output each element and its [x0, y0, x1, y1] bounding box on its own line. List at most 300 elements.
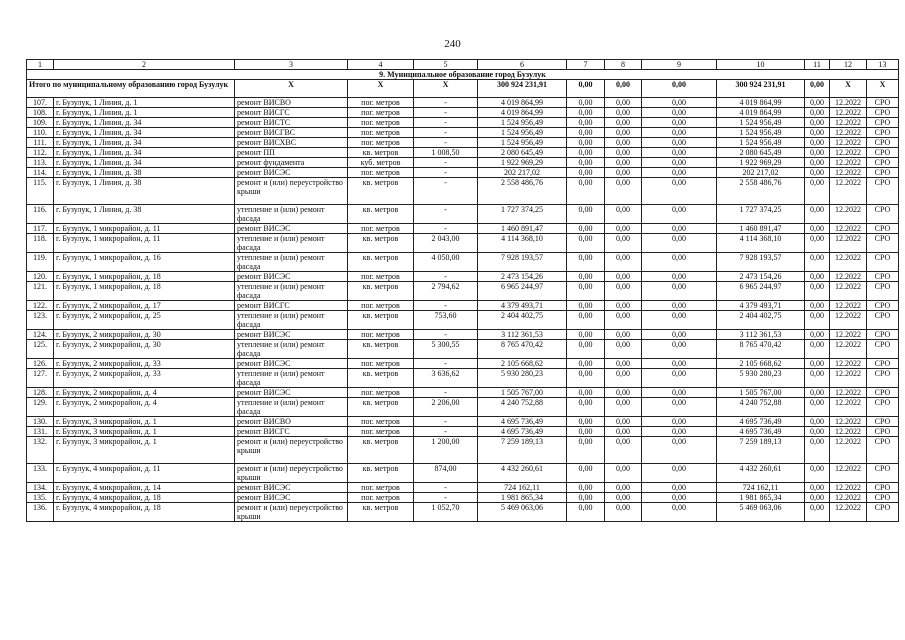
total-cell: 4 695 736,49	[717, 417, 805, 427]
deadline-cell: 12.2022	[830, 388, 867, 398]
unit-cell: кв. метров	[348, 253, 414, 272]
table-row	[27, 118, 899, 128]
deadline-cell: 12.2022	[830, 128, 867, 138]
source-cell: СРО	[867, 158, 899, 168]
owner-funds-cell: 0,00	[805, 503, 830, 522]
total-cell: 8 765 470,42	[717, 340, 805, 359]
work-type-cell: утепление и (или) ремонт фасада	[235, 398, 348, 417]
deadline-cell: 12.2022	[830, 301, 867, 311]
deadline-cell: 12.2022	[830, 437, 867, 464]
fund-local-cell: 0,00	[642, 148, 717, 158]
fund-regional-cell: 0,00	[605, 388, 642, 398]
cost-cell: 2 473 154,26	[478, 272, 567, 282]
total-c3: X	[235, 80, 348, 98]
fund-local-cell: 0,00	[642, 427, 717, 437]
work-type-cell: ремонт ПП	[235, 148, 348, 158]
fund-regional-cell: 0,00	[605, 437, 642, 464]
deadline-cell: 12.2022	[830, 224, 867, 234]
deadline-cell: 12.2022	[830, 178, 867, 205]
total-cell: 3 112 361,53	[717, 330, 805, 340]
row-number: 117.	[27, 224, 54, 234]
cost-cell: 2 404 402,75	[478, 311, 567, 330]
quantity-cell: -	[414, 330, 478, 340]
unit-cell: пог. метров	[348, 388, 414, 398]
fund-local-cell: 0,00	[642, 388, 717, 398]
column-number: 13	[867, 60, 899, 70]
deadline-cell: 12.2022	[830, 417, 867, 427]
column-number: 3	[235, 60, 348, 70]
total-cell: 5 469 063,06	[717, 503, 805, 522]
fund-regional-cell: 0,00	[605, 205, 642, 224]
owner-funds-cell: 0,00	[805, 118, 830, 128]
table-row	[27, 398, 899, 417]
table-row	[27, 301, 899, 311]
table-row	[27, 369, 899, 388]
row-number: 136.	[27, 503, 54, 522]
table-row	[27, 330, 899, 340]
quantity-cell: -	[414, 178, 478, 205]
total-cell: 6 965 244,97	[717, 282, 805, 301]
fund-local-cell: 0,00	[642, 311, 717, 330]
fund-federal-cell: 0,00	[567, 493, 605, 503]
total-cell: 724 162,11	[717, 483, 805, 493]
address-cell: г. Бузулук, 1 микрорайон, д. 18	[54, 282, 235, 301]
total-c12: X	[830, 80, 867, 98]
address-cell: г. Бузулук, 4 микрорайон, д. 14	[54, 483, 235, 493]
work-type-cell: ремонт ВИСГС	[235, 427, 348, 437]
deadline-cell: 12.2022	[830, 369, 867, 388]
fund-regional-cell: 0,00	[605, 138, 642, 148]
row-number: 123.	[27, 311, 54, 330]
deadline-cell: 12.2022	[830, 359, 867, 369]
unit-cell: кв. метров	[348, 340, 414, 359]
work-type-cell: ремонт ВИСЭС	[235, 388, 348, 398]
quantity-cell: -	[414, 118, 478, 128]
column-number-row	[27, 60, 899, 70]
work-type-cell: ремонт ВИСЭС	[235, 272, 348, 282]
total-c4: X	[348, 80, 414, 98]
cost-cell: 5 930 280,23	[478, 369, 567, 388]
unit-cell: кв. метров	[348, 311, 414, 330]
work-type-cell: ремонт ВИСВО	[235, 98, 348, 108]
address-cell: г. Бузулук, 2 микрорайон, д. 4	[54, 398, 235, 417]
table-row	[27, 108, 899, 118]
fund-federal-cell: 0,00	[567, 108, 605, 118]
quantity-cell: 2 206,00	[414, 398, 478, 417]
work-type-cell: утепление и (или) ремонт фасада	[235, 369, 348, 388]
address-cell: г. Бузулук, 2 микрорайон, д. 33	[54, 369, 235, 388]
deadline-cell: 12.2022	[830, 483, 867, 493]
fund-local-cell: 0,00	[642, 168, 717, 178]
unit-cell: кв. метров	[348, 205, 414, 224]
cost-cell: 4 695 736,49	[478, 417, 567, 427]
owner-funds-cell: 0,00	[805, 427, 830, 437]
row-number: 135.	[27, 493, 54, 503]
address-cell: г. Бузулук, 1 микрорайон, д. 11	[54, 234, 235, 253]
source-cell: СРО	[867, 369, 899, 388]
work-type-cell: ремонт и (или) переустройство крыши	[235, 437, 348, 464]
owner-funds-cell: 0,00	[805, 282, 830, 301]
unit-cell: пог. метров	[348, 98, 414, 108]
deadline-cell: 12.2022	[830, 118, 867, 128]
cost-cell: 5 469 063,06	[478, 503, 567, 522]
fund-local-cell: 0,00	[642, 301, 717, 311]
table-row	[27, 493, 899, 503]
fund-local-cell: 0,00	[642, 98, 717, 108]
address-cell: г. Бузулук, 2 микрорайон, д. 30	[54, 330, 235, 340]
quantity-cell: -	[414, 108, 478, 118]
address-cell: г. Бузулук, 1 Линия, д. 34	[54, 138, 235, 148]
address-cell: г. Бузулук, 3 микрорайон, д. 1	[54, 427, 235, 437]
total-cell: 4 432 260,61	[717, 464, 805, 483]
deadline-cell: 12.2022	[830, 205, 867, 224]
unit-cell: пог. метров	[348, 224, 414, 234]
work-type-cell: утепление и (или) ремонт фасада	[235, 234, 348, 253]
source-cell: СРО	[867, 398, 899, 417]
deadline-cell: 12.2022	[830, 98, 867, 108]
unit-cell: пог. метров	[348, 301, 414, 311]
total-cell: 5 930 280,23	[717, 369, 805, 388]
cost-cell: 724 162,11	[478, 483, 567, 493]
total-cell: 2 080 645,49	[717, 148, 805, 158]
address-cell: г. Бузулук, 1 Линия, д. 34	[54, 118, 235, 128]
address-cell: г. Бузулук, 2 микрорайон, д. 25	[54, 311, 235, 330]
cost-cell: 1 524 956,49	[478, 138, 567, 148]
deadline-cell: 12.2022	[830, 330, 867, 340]
quantity-cell: -	[414, 493, 478, 503]
work-type-cell: ремонт ВИСЭС	[235, 330, 348, 340]
deadline-cell: 12.2022	[830, 272, 867, 282]
unit-cell: пог. метров	[348, 330, 414, 340]
fund-local-cell: 0,00	[642, 234, 717, 253]
source-cell: СРО	[867, 301, 899, 311]
fund-federal-cell: 0,00	[567, 483, 605, 493]
row-number: 116.	[27, 205, 54, 224]
total-label: Итого по муниципальному образованию город Бузулук	[27, 80, 235, 98]
total-cell: 4 019 864,99	[717, 108, 805, 118]
total-c7: 0,00	[567, 80, 605, 98]
table-row	[27, 168, 899, 178]
fund-federal-cell: 0,00	[567, 282, 605, 301]
owner-funds-cell: 0,00	[805, 359, 830, 369]
cost-cell: 3 112 361,53	[478, 330, 567, 340]
quantity-cell: 753,60	[414, 311, 478, 330]
source-cell: СРО	[867, 340, 899, 359]
table-row	[27, 282, 899, 301]
table-row	[27, 311, 899, 330]
fund-regional-cell: 0,00	[605, 311, 642, 330]
column-number: 2	[54, 60, 235, 70]
source-cell: СРО	[867, 417, 899, 427]
unit-cell: кв. метров	[348, 369, 414, 388]
total-cell: 1 505 767,00	[717, 388, 805, 398]
owner-funds-cell: 0,00	[805, 311, 830, 330]
unit-cell: пог. метров	[348, 128, 414, 138]
total-cell: 4 114 368,10	[717, 234, 805, 253]
quantity-cell: -	[414, 272, 478, 282]
source-cell: СРО	[867, 272, 899, 282]
total-cell: 4 019 864,99	[717, 98, 805, 108]
fund-local-cell: 0,00	[642, 224, 717, 234]
row-number: 114.	[27, 168, 54, 178]
quantity-cell: -	[414, 224, 478, 234]
fund-regional-cell: 0,00	[605, 330, 642, 340]
address-cell: г. Бузулук, 1 Линия, д. 38	[54, 168, 235, 178]
unit-cell: кв. метров	[348, 398, 414, 417]
table-row	[27, 417, 899, 427]
deadline-cell: 12.2022	[830, 464, 867, 483]
source-cell: СРО	[867, 282, 899, 301]
quantity-cell: -	[414, 483, 478, 493]
unit-cell: кв. метров	[348, 148, 414, 158]
source-cell: СРО	[867, 178, 899, 205]
deadline-cell: 12.2022	[830, 158, 867, 168]
cost-cell: 1 981 865,34	[478, 493, 567, 503]
address-cell: г. Бузулук, 2 микрорайон, д. 4	[54, 388, 235, 398]
unit-cell: кв. метров	[348, 503, 414, 522]
deadline-cell: 12.2022	[830, 493, 867, 503]
owner-funds-cell: 0,00	[805, 108, 830, 118]
fund-federal-cell: 0,00	[567, 464, 605, 483]
unit-cell: пог. метров	[348, 417, 414, 427]
row-number: 125.	[27, 340, 54, 359]
work-type-cell: ремонт ВИСЭС	[235, 493, 348, 503]
work-type-cell: ремонт ВИСХВС	[235, 138, 348, 148]
row-number: 131.	[27, 427, 54, 437]
owner-funds-cell: 0,00	[805, 178, 830, 205]
fund-local-cell: 0,00	[642, 158, 717, 168]
fund-local-cell: 0,00	[642, 340, 717, 359]
owner-funds-cell: 0,00	[805, 253, 830, 272]
table-row	[27, 464, 899, 483]
fund-regional-cell: 0,00	[605, 369, 642, 388]
row-number: 121.	[27, 282, 54, 301]
work-type-cell: утепление и (или) ремонт фасада	[235, 282, 348, 301]
total-cell: 1 981 865,34	[717, 493, 805, 503]
owner-funds-cell: 0,00	[805, 148, 830, 158]
total-cell: 202 217,02	[717, 168, 805, 178]
owner-funds-cell: 0,00	[805, 330, 830, 340]
row-number: 133.	[27, 464, 54, 483]
address-cell: г. Бузулук, 1 Линия, д. 34	[54, 148, 235, 158]
row-number: 129.	[27, 398, 54, 417]
deadline-cell: 12.2022	[830, 398, 867, 417]
cost-cell: 1 727 374,25	[478, 205, 567, 224]
row-number: 124.	[27, 330, 54, 340]
work-type-cell: утепление и (или) ремонт фасада	[235, 340, 348, 359]
source-cell: СРО	[867, 98, 899, 108]
fund-local-cell: 0,00	[642, 483, 717, 493]
table-row	[27, 503, 899, 522]
source-cell: СРО	[867, 311, 899, 330]
total-cell: 4 240 752,88	[717, 398, 805, 417]
row-number: 132.	[27, 437, 54, 464]
address-cell: г. Бузулук, 1 Линия, д. 34	[54, 158, 235, 168]
owner-funds-cell: 0,00	[805, 340, 830, 359]
column-number: 9	[642, 60, 717, 70]
owner-funds-cell: 0,00	[805, 234, 830, 253]
deadline-cell: 12.2022	[830, 168, 867, 178]
fund-regional-cell: 0,00	[605, 128, 642, 138]
quantity-cell: -	[414, 158, 478, 168]
section-title: 9. Муниципальное образование город Бузулук	[27, 70, 899, 80]
cost-cell: 2 080 645,49	[478, 148, 567, 158]
table-row	[27, 437, 899, 464]
work-type-cell: ремонт и (или) переустройство крыши	[235, 503, 348, 522]
fund-regional-cell: 0,00	[605, 427, 642, 437]
cost-cell: 7 928 193,57	[478, 253, 567, 272]
unit-cell: пог. метров	[348, 108, 414, 118]
source-cell: СРО	[867, 234, 899, 253]
owner-funds-cell: 0,00	[805, 224, 830, 234]
fund-federal-cell: 0,00	[567, 369, 605, 388]
cost-cell: 2 105 668,62	[478, 359, 567, 369]
cost-cell: 4 019 864,99	[478, 108, 567, 118]
row-number: 122.	[27, 301, 54, 311]
fund-regional-cell: 0,00	[605, 359, 642, 369]
cost-cell: 1 922 969,29	[478, 158, 567, 168]
table-row	[27, 340, 899, 359]
quantity-cell: -	[414, 359, 478, 369]
column-number: 1	[27, 60, 54, 70]
cost-cell: 4 019 864,99	[478, 98, 567, 108]
work-type-cell: ремонт ВИСЭС	[235, 224, 348, 234]
source-cell: СРО	[867, 138, 899, 148]
cost-cell: 6 965 244,97	[478, 282, 567, 301]
owner-funds-cell: 0,00	[805, 417, 830, 427]
unit-cell: куб. метров	[348, 158, 414, 168]
cost-cell: 4 432 260,61	[478, 464, 567, 483]
quantity-cell: -	[414, 168, 478, 178]
address-cell: г. Бузулук, 1 микрорайон, д. 18	[54, 272, 235, 282]
column-number: 7	[567, 60, 605, 70]
quantity-cell: 3 636,62	[414, 369, 478, 388]
unit-cell: пог. метров	[348, 118, 414, 128]
fund-local-cell: 0,00	[642, 369, 717, 388]
address-cell: г. Бузулук, 1 Линия, д. 1	[54, 108, 235, 118]
total-cell: 1 524 956,49	[717, 118, 805, 128]
row-number: 108.	[27, 108, 54, 118]
deadline-cell: 12.2022	[830, 340, 867, 359]
total-cell: 1 922 969,29	[717, 158, 805, 168]
fund-local-cell: 0,00	[642, 493, 717, 503]
deadline-cell: 12.2022	[830, 108, 867, 118]
fund-local-cell: 0,00	[642, 464, 717, 483]
cost-cell: 202 217,02	[478, 168, 567, 178]
fund-federal-cell: 0,00	[567, 427, 605, 437]
owner-funds-cell: 0,00	[805, 398, 830, 417]
source-cell: СРО	[867, 168, 899, 178]
quantity-cell: 874,00	[414, 464, 478, 483]
fund-local-cell: 0,00	[642, 417, 717, 427]
table-row	[27, 178, 899, 205]
quantity-cell: 1 052,70	[414, 503, 478, 522]
total-c5: X	[414, 80, 478, 98]
table-row	[27, 138, 899, 148]
source-cell: СРО	[867, 483, 899, 493]
fund-regional-cell: 0,00	[605, 158, 642, 168]
column-number: 8	[605, 60, 642, 70]
source-cell: СРО	[867, 330, 899, 340]
address-cell: г. Бузулук, 1 Линия, д. 38	[54, 178, 235, 205]
quantity-cell: 1 008,50	[414, 148, 478, 158]
column-number: 4	[348, 60, 414, 70]
fund-local-cell: 0,00	[642, 330, 717, 340]
source-cell: СРО	[867, 437, 899, 464]
address-cell: г. Бузулук, 3 микрорайон, д. 1	[54, 417, 235, 427]
work-type-cell: ремонт и (или) переустройство крыши	[235, 178, 348, 205]
fund-regional-cell: 0,00	[605, 234, 642, 253]
owner-funds-cell: 0,00	[805, 437, 830, 464]
deadline-cell: 12.2022	[830, 311, 867, 330]
source-cell: СРО	[867, 224, 899, 234]
quantity-cell: -	[414, 205, 478, 224]
cost-cell: 1 524 956,49	[478, 128, 567, 138]
source-cell: СРО	[867, 493, 899, 503]
fund-federal-cell: 0,00	[567, 388, 605, 398]
fund-local-cell: 0,00	[642, 253, 717, 272]
owner-funds-cell: 0,00	[805, 483, 830, 493]
table-row	[27, 205, 899, 224]
row-number: 119.	[27, 253, 54, 272]
total-sum: 300 924 231,91	[717, 80, 805, 98]
fund-local-cell: 0,00	[642, 282, 717, 301]
fund-federal-cell: 0,00	[567, 253, 605, 272]
work-type-cell: ремонт ВИСТС	[235, 118, 348, 128]
total-c8: 0,00	[605, 80, 642, 98]
deadline-cell: 12.2022	[830, 138, 867, 148]
fund-regional-cell: 0,00	[605, 253, 642, 272]
row-number: 112.	[27, 148, 54, 158]
row-number: 128.	[27, 388, 54, 398]
work-type-cell: утепление и (или) ремонт фасада	[235, 311, 348, 330]
owner-funds-cell: 0,00	[805, 128, 830, 138]
unit-cell: кв. метров	[348, 234, 414, 253]
address-cell: г. Бузулук, 2 микрорайон, д. 33	[54, 359, 235, 369]
fund-regional-cell: 0,00	[605, 108, 642, 118]
row-number: 120.	[27, 272, 54, 282]
fund-federal-cell: 0,00	[567, 98, 605, 108]
fund-federal-cell: 0,00	[567, 234, 605, 253]
cost-cell: 2 558 486,76	[478, 178, 567, 205]
cost-cell: 1 505 767,00	[478, 388, 567, 398]
fund-federal-cell: 0,00	[567, 224, 605, 234]
fund-federal-cell: 0,00	[567, 138, 605, 148]
fund-federal-cell: 0,00	[567, 359, 605, 369]
unit-cell: кв. метров	[348, 178, 414, 205]
fund-local-cell: 0,00	[642, 128, 717, 138]
source-cell: СРО	[867, 464, 899, 483]
fund-federal-cell: 0,00	[567, 330, 605, 340]
unit-cell: пог. метров	[348, 493, 414, 503]
quantity-cell: -	[414, 427, 478, 437]
total-cell: 1 524 956,49	[717, 138, 805, 148]
table-row	[27, 359, 899, 369]
fund-federal-cell: 0,00	[567, 168, 605, 178]
table-row	[27, 148, 899, 158]
total-cell: 4 379 493,71	[717, 301, 805, 311]
owner-funds-cell: 0,00	[805, 493, 830, 503]
work-type-cell: ремонт и (или) переустройство крыши	[235, 464, 348, 483]
total-cell: 1 524 956,49	[717, 128, 805, 138]
cost-cell: 4 695 736,49	[478, 427, 567, 437]
column-number: 6	[478, 60, 567, 70]
fund-federal-cell: 0,00	[567, 340, 605, 359]
fund-regional-cell: 0,00	[605, 224, 642, 234]
fund-regional-cell: 0,00	[605, 301, 642, 311]
quantity-cell: 1 200,00	[414, 437, 478, 464]
total-c11: 0,00	[805, 80, 830, 98]
